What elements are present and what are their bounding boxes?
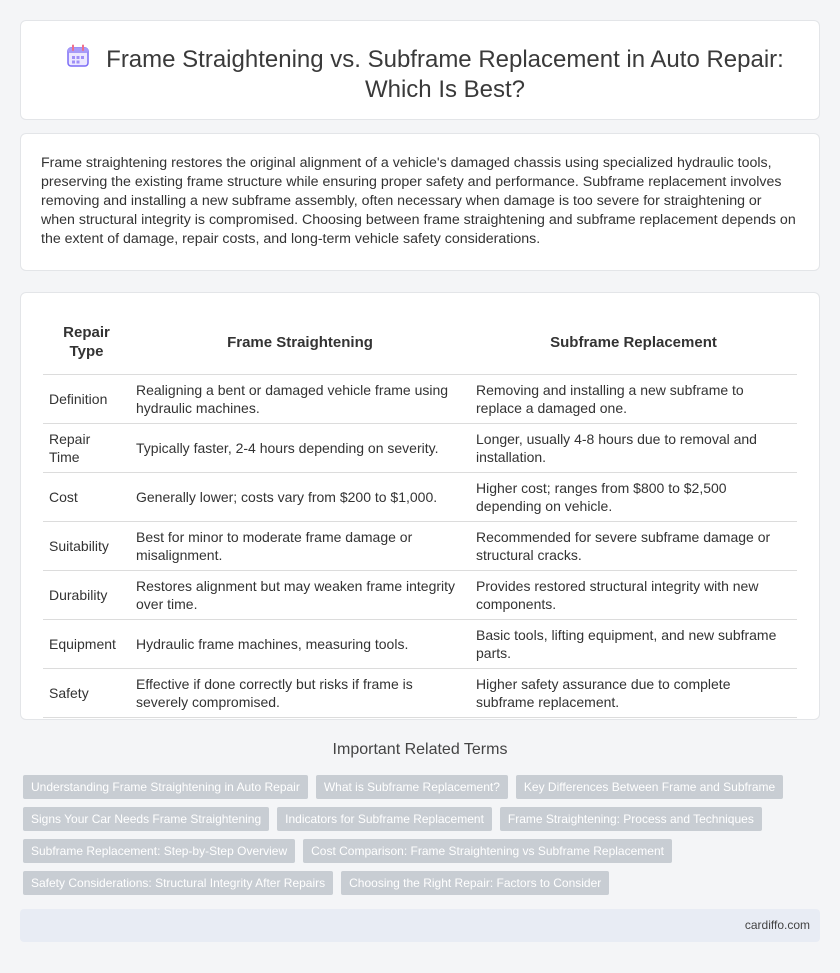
table-header-row (43, 311, 797, 374)
comparison-table (43, 311, 797, 718)
row-label: Durability (43, 570, 130, 619)
subframe-replacement-cell: Higher safety assurance due to complete subframe replacement. (470, 668, 797, 717)
row-label: Safety (43, 668, 130, 717)
tag-row (23, 807, 813, 831)
related-term-tag[interactable]: Signs Your Car Needs Frame Straightening (23, 807, 269, 831)
tag-row (23, 871, 813, 895)
row-label: Definition (43, 374, 130, 423)
page-title: Frame Straightening vs. Subframe Replacement in Auto Repair: Which Is Best? (106, 46, 784, 103)
related-terms-heading: Important Related Terms (332, 741, 508, 758)
summary-card (20, 133, 820, 271)
related-term-tag[interactable]: What is Subframe Replacement? (316, 775, 508, 799)
related-term-tag[interactable]: Understanding Frame Straightening in Auto Repair (23, 775, 308, 799)
title-card (20, 20, 820, 120)
table-row (43, 472, 797, 521)
frame-straightening-cell: Typically faster, 2-4 hours depending on severity. (130, 423, 470, 472)
table-row (43, 570, 797, 619)
related-term-tag[interactable]: Key Differences Between Frame and Subframe (516, 775, 783, 799)
header-repair-type: Repair Type (43, 311, 130, 374)
frame-straightening-cell: Hydraulic frame machines, measuring tools. (130, 619, 470, 668)
related-term-tag[interactable]: Choosing the Right Repair: Factors to Consider (341, 871, 609, 895)
header-frame-straightening: Frame Straightening (130, 311, 470, 374)
footer (20, 909, 820, 942)
row-label: Repair Time (43, 423, 130, 472)
summary-text: Frame straightening restores the original alignment of a vehicle's damaged chassis using specialized hydraulic tools, preserving the existing frame structure while ensuring proper safety and performance. Subframe replacement involves removing and installing a new subframe assembly, often necessary when damage is too severe for straightening or when structural integrity is compromised. Choosing between frame straightening and subframe replacement depends on the extent of damage, repair costs, and long-term vehicle safety considerations. (41, 155, 796, 247)
subframe-replacement-cell: Recommended for severe subframe damage or structural cracks. (470, 521, 797, 570)
row-label: Equipment (43, 619, 130, 668)
table-row (43, 374, 797, 423)
row-label: Suitability (43, 521, 130, 570)
table-row (43, 521, 797, 570)
subframe-replacement-cell: Longer, usually 4-8 hours due to removal and installation. (470, 423, 797, 472)
footer-site[interactable]: cardiffo.com (744, 918, 810, 932)
subframe-replacement-cell: Provides restored structural integrity with new components. (470, 570, 797, 619)
subframe-replacement-cell: Removing and installing a new subframe to replace a damaged one. (470, 374, 797, 423)
related-term-tag[interactable]: Safety Considerations: Structural Integrity After Repairs (23, 871, 333, 895)
frame-straightening-cell: Best for minor to moderate frame damage or misalignment. (130, 521, 470, 570)
table-row (43, 423, 797, 472)
related-term-tag[interactable]: Indicators for Subframe Replacement (277, 807, 492, 831)
row-label: Cost (43, 472, 130, 521)
header-subframe-replacement: Subframe Replacement (470, 311, 797, 374)
frame-straightening-cell: Restores alignment but may weaken frame integrity over time. (130, 570, 470, 619)
tag-row (23, 775, 813, 799)
related-term-tag[interactable]: Frame Straightening: Process and Techniques (500, 807, 762, 831)
table-row (43, 619, 797, 668)
subframe-replacement-cell: Higher cost; ranges from $800 to $2,500 depending on vehicle. (470, 472, 797, 521)
related-terms-tags (23, 775, 813, 903)
frame-straightening-cell: Realigning a bent or damaged vehicle frame using hydraulic machines. (130, 374, 470, 423)
frame-straightening-cell: Effective if done correctly but risks if frame is severely compromised. (130, 668, 470, 717)
comparison-table-card (20, 292, 820, 720)
related-term-tag[interactable]: Cost Comparison: Frame Straightening vs Subframe Replacement (303, 839, 672, 863)
related-term-tag[interactable]: Subframe Replacement: Step-by-Step Overview (23, 839, 295, 863)
frame-straightening-cell: Generally lower; costs vary from $200 to $1,000. (130, 472, 470, 521)
subframe-replacement-cell: Basic tools, lifting equipment, and new subframe parts. (470, 619, 797, 668)
tag-row (23, 839, 813, 863)
table-row (43, 668, 797, 717)
